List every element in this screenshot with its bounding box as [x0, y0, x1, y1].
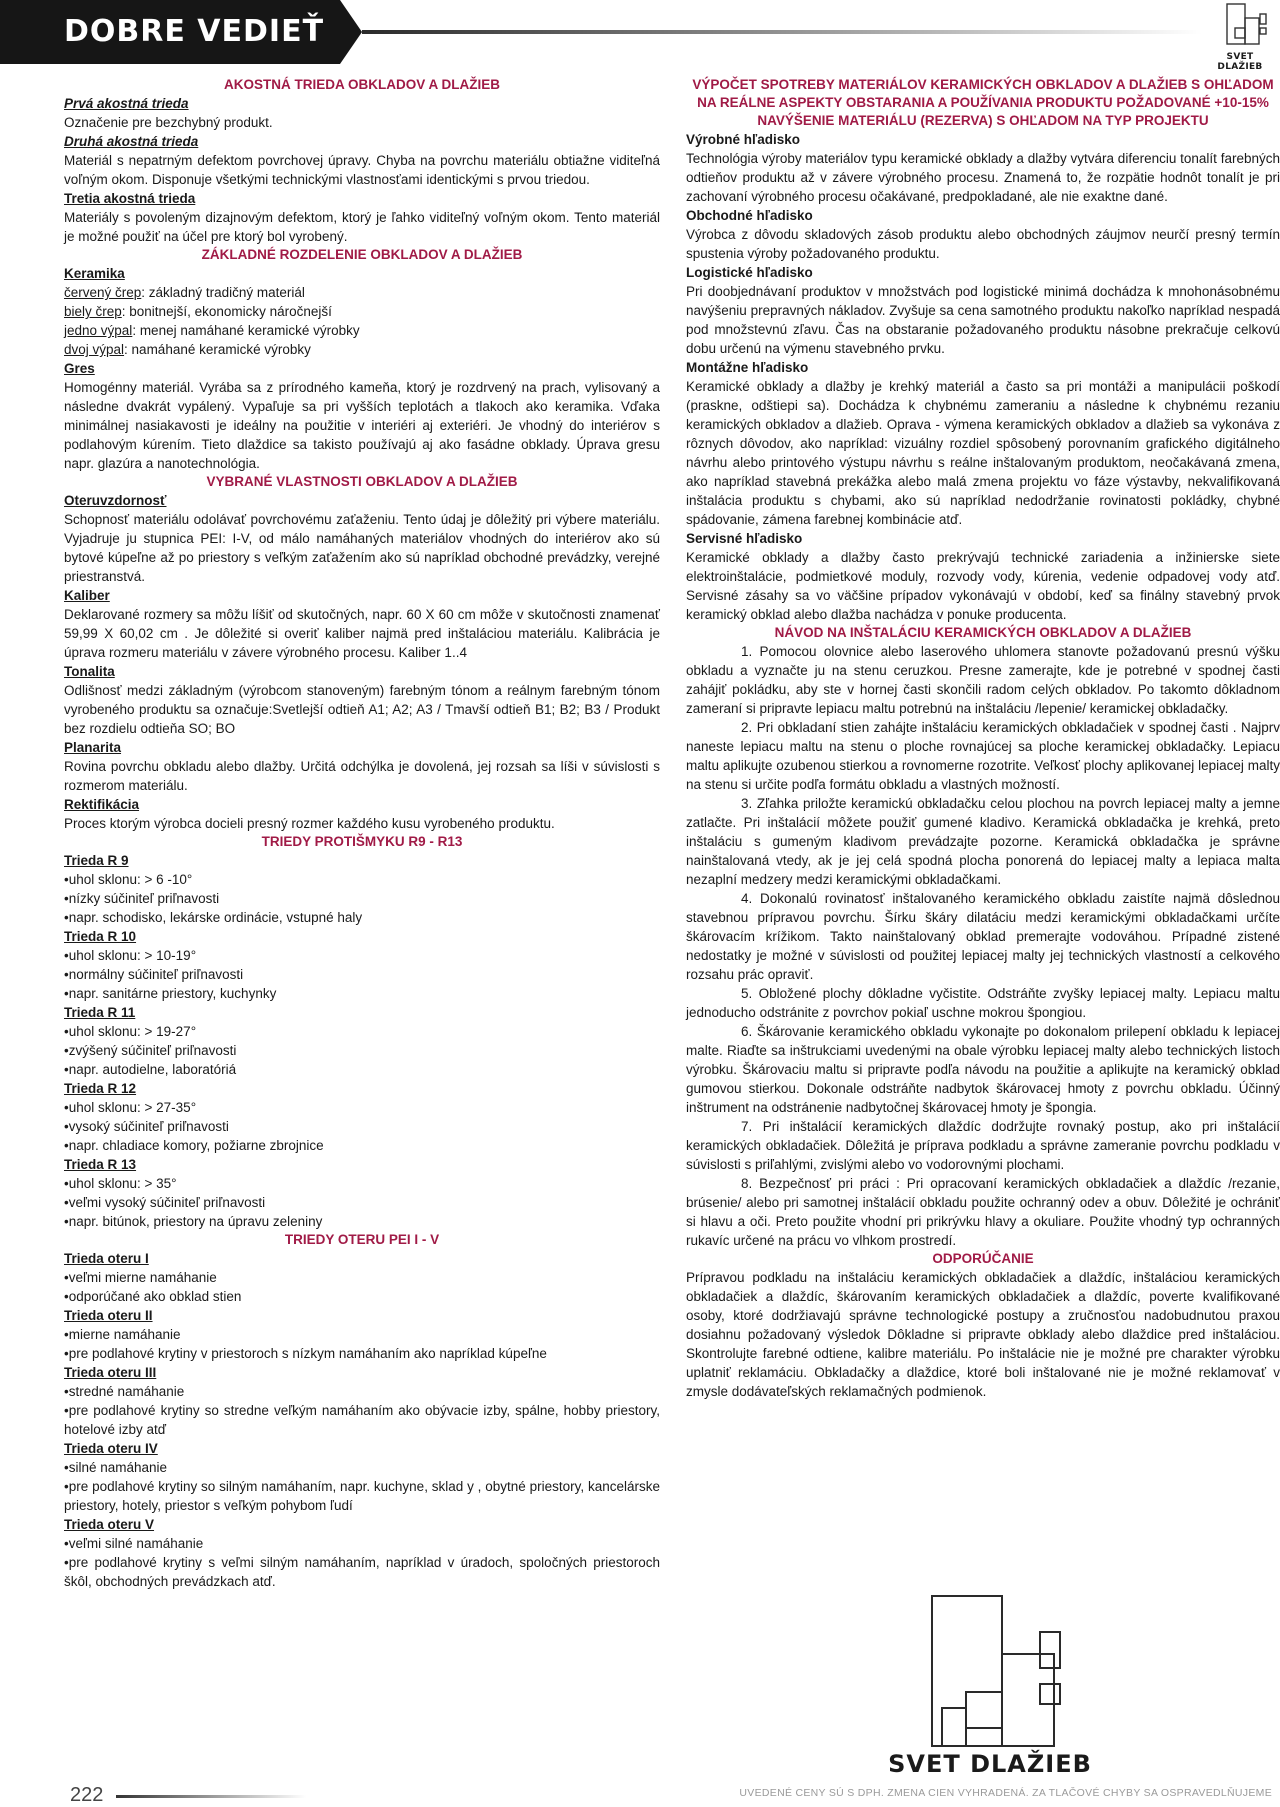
footer-disclaimer: UVEDENÉ CENY SÚ S DPH. ZMENA CIEN VYHRADENÁ. ZA TLAČOVÉ CHYBY SA OSPRAVEDLŇUJEME — [739, 1787, 1272, 1799]
instruction-step: 4. Dokonalú rovinatosť inštalovaného keramického obkladu zaistíte najmä dôslednou stavebnou prípravou povrchu. Šírku škáry dilatáciu medzi keramickými obkladačkami určíte škárovacím krížikom. Takto nainštalovaný obklad premerajte vodováhou. Prípadné zistené nedostatky je možné v súvislosti od použitej lepiacej malty jej technických vlastností a celkového rozsahu prác opraviť. — [686, 891, 1280, 982]
subheading: Kaliber — [64, 588, 110, 603]
subheading: Druhá akostná trieda — [64, 134, 199, 149]
instruction-step: 6. Škárovanie keramického obkladu vykonajte po dokonalom prilepení obkladu k lepiacej malte. Riaďte sa inštrukciami uvedenými na obale výrobku lepiacej malty alebo technických listoch výrobku. Škárovaciu maltu si pripravte podľa návodu na použitie a aplikujte na keramický obklad gumovou stierkou. Dokonale odstráňte nadbytok škárovacej hmoty z povrchu obkladu. Účinný inštrument na odstránenie nadbytočnej škárovacej hmoty je špongia. — [686, 1024, 1280, 1115]
section-title-pei: TRIEDY OTERU PEI I - V — [284, 1232, 440, 1247]
list-item: •pre podlahové krytiny s veľmi silným namáhaním, napríklad v úradoch, spoločných priestoroch škôl, obchodných prevádzkach atď. — [64, 1555, 660, 1589]
definition: : bonitnejší, ekonomicky náročnejší — [121, 304, 332, 319]
subheading: Trieda oteru IV — [64, 1441, 158, 1456]
subheading: Planarita — [64, 740, 122, 755]
list-item: •zvýšený súčiniteľ priľnavosti — [64, 1043, 237, 1058]
term: dvoj výpal — [64, 342, 125, 357]
section-title-akostna: AKOSTNÁ TRIEDA OBKLADOV A DLAŽIEB — [224, 77, 500, 92]
list-item: •mierne namáhanie — [64, 1327, 181, 1342]
paragraph: Schopnosť materiálu odolávať povrchovému zaťaženiu. Tento údaj je dôležitý pri výbere materiálu. Vyjadruje ju stupnica PEI: I-V, od málo namáhaných materiálov vhodných do interiérov ako sú bytové kúpeľne až po priestory s veľkým zaťažením ako sú napríklad obchodné prevádzky, verejné priestranstvá. — [64, 512, 660, 584]
paragraph: Materiál s nepatrným defektom povrchovej úpravy. Chyba na povrchu materiálu obtiažne viditeľná voľným okom. Disponuje všetkými technickými vlastnosťami identickými s prvou triedou. — [64, 153, 660, 187]
subheading: Trieda oteru II — [64, 1308, 153, 1323]
section-title-protismyk: TRIEDY PROTIŠMYKU R9 - R13 — [261, 834, 463, 849]
brand-name-top: SVET DLAŽIEB — [1217, 52, 1263, 72]
subheading: Logistické hľadisko — [686, 265, 813, 280]
right-column — [686, 76, 1280, 1401]
list-item: •odporúčané ako obklad stien — [64, 1289, 242, 1304]
subheading: Rektifikácia — [64, 797, 140, 812]
instruction-step: 5. Obložené plochy dôkladne vyčistite. Odstráňte zvyšky lepiacej malty. Lepiacu maltu jednoducho odstránite z povrchov pokiaľ uschne mokrou špongiou. — [686, 986, 1280, 1020]
list-item: •uhol sklonu: > 19-27° — [64, 1024, 197, 1039]
left-column — [64, 76, 660, 1591]
list-item: •napr. chladiace komory, požiarne zbrojnice — [64, 1138, 324, 1153]
term: jedno výpal — [64, 323, 133, 338]
paragraph: Deklarované rozmery sa môžu líšiť od skutočných, napr. 60 X 60 cm môže v skutočnosti znamenať 59,99 X 60,02 cm . Je dôležité si overiť kaliber najmä pred inštaláciou materiálu. Kalibrácia je úprava rozmeru materiálu v závere výrobného procesu. Kaliber 1..4 — [64, 607, 660, 660]
section-title-vlastnosti: VYBRANÉ VLASTNOSTI OBKLADOV A DLAŽIEB — [206, 474, 518, 489]
paragraph: Pri doobjednávaní produktov v množstvách pod logistické minimá dochádza k mnohonásobnému navýšeniu prepravných nákladov. Zvyšuje sa cena samotného produktu nakoľko napríklad nespadá pod množstevnú zľavu. Čas na obstaranie požadovaného produktu násobne prekračuje celkovú dobu určenú na výmenu stavebného prvku. — [686, 284, 1280, 356]
list-item: •uhol sklonu: > 10-19° — [64, 948, 197, 963]
paragraph: Proces ktorým výrobca docieli presný rozmer každého kusu vyrobeného produktu. — [64, 816, 555, 831]
instruction-step: 8. Bezpečnosť pri práci : Pri opracovaní keramických obkladačiek a dlaždíc /rezanie, brúsenie/ alebo pri samotnej inštalácií obkladu použite ochranný odev a obuv. Dôležité je ochrániť si hlavu a oči. Preto použite vhodní pri prikrývku hlavy a okuliare. Použite vhodný typ ochranných rukavíc určené na prácu vo vlhkom prostredí. — [686, 1176, 1280, 1248]
header-rule — [362, 30, 1202, 34]
list-item: •veľmi vysoký súčiniteľ priľnavosti — [64, 1195, 266, 1210]
section-title-rozdelenie: ZÁKLADNÉ ROZDELENIE OBKLADOV A DLAŽIEB — [201, 247, 523, 262]
paragraph: Materiály s povoleným dizajnovým defektom, ktorý je ľahko viditeľný voľným okom. Tento materiál je možné použiť na účel pre ktorý bol vyrobený. — [64, 210, 660, 244]
list-item: •veľmi mierne namáhanie — [64, 1270, 217, 1285]
list-item: •pre podlahové krytiny v priestoroch s nízkym namáhaním ako napríklad kúpeľne — [64, 1346, 547, 1361]
brand-logo-large-icon — [880, 1592, 1100, 1772]
list-item: •veľmi silné namáhanie — [64, 1536, 204, 1551]
subheading: Trieda R 9 — [64, 853, 129, 868]
list-item: •uhol sklonu: > 27-35° — [64, 1100, 197, 1115]
definition: : menej namáhané keramické výrobky — [132, 323, 360, 338]
instruction-step: 7. Pri inštalácií keramických dlaždíc dodržujte rovnaký postup, ako pri inštalácií keramických obkladačiek. Dôležitá je príprava podkladu a správne zameranie povrchu podkladu v súvislosti s priľahlými, zvislými alebo vo vodorovnými plochami. — [686, 1119, 1280, 1172]
section-title-odporucanie: ODPORÚČANIE — [932, 1251, 1034, 1266]
paragraph: Rovina povrchu obkladu alebo dlažby. Určitá odchýlka je dovolená, jej rozsah sa líši v súvislosti s rozmerom materiálu. — [64, 759, 660, 793]
list-item: •pre podlahové krytiny so silným namáhaním, napr. kuchyne, sklad y , obytné priestory, kancelárske priestory, hotely, priestor s veľkým pohybom ľudí — [64, 1479, 660, 1513]
paragraph: Výrobca z dôvodu skladových zásob produktu alebo obchodných záujmov neurčí presný termín spustenia výroby požadovaného produktu. — [686, 227, 1280, 261]
list-item: •napr. sanitárne priestory, kuchynky — [64, 986, 277, 1001]
subheading: Montážne hľadisko — [686, 360, 809, 375]
subheading: Trieda R 10 — [64, 929, 137, 944]
subheading: Trieda oteru I — [64, 1251, 149, 1266]
subheading: Trieda oteru V — [64, 1517, 155, 1532]
paragraph: Prípravou podkladu na inštaláciu keramických obkladačiek a dlaždíc, inštaláciou keramických obkladačiek a dlaždíc, škárovaním keramických obkladačiek a dlaždíc, poverte kvalifikované osoby, ktoré dodržiavajú správne technologické postupy a zručnosťou nadobudnutou praxou dosiahnu požadovaný výsledok Dôkladne si pripravte obklady alebo dlaždice pred inštaláciou. Skontrolujte farebné odtiene, kalibre materiálu. Po inštalácie nie je možné pre charakter výrobku uplatniť reklamáciu. Obkladačky a dlaždice, ktoré boli inštalované nie je možné reklamovať v zmysle dodávateľských reklamačných podmienok. — [686, 1270, 1280, 1399]
subheading: Trieda R 11 — [64, 1005, 136, 1020]
subheading: Gres — [64, 361, 95, 376]
instruction-step: 1. Pomocou olovnice alebo laserového uhlomera stanovte požadovanú presnú výšku obkladu a vyznačte ju na stenu ceruzkou. Presne zamerajte, kde je potrebné v spodnej časti zahájiť pokládku, aby ste v hornej časti skončili radom celých obkladov. Po takomto dôkladnom zameraní si pripravte lepiacu maltu potrebnú na inštaláciu /lepenie/ keramickej obkladačky. — [686, 644, 1280, 716]
list-item: •pre podlahové krytiny so stredne veľkým namáhaním ako obývacie izby, spálne, hobby priestory, hotelové izby atď — [64, 1403, 660, 1437]
subheading: Trieda R 13 — [64, 1157, 137, 1172]
list-item — [64, 302, 660, 321]
subheading: Servisné hľadisko — [686, 531, 803, 546]
paragraph: Odlišnosť medzi základným (výrobcom stanoveným) farebným tónom a reálnym farebným tónom vyrobeného produktu sa označuje:Svetlejší odtieň A1; A2; A3 / Tmavší odtieň B1; B2; B3 / Produkt bez rozdielu odtieňa SO; BO — [64, 683, 660, 736]
list-item: •uhol sklonu: > 35° — [64, 1176, 177, 1191]
subheading: Tonalita — [64, 664, 115, 679]
list-item: •vysoký súčiniteľ priľnavosti — [64, 1119, 229, 1134]
list-item: •napr. schodisko, lekárske ordinácie, vstupné haly — [64, 910, 363, 925]
list-item: •nízky súčiniteľ priľnavosti — [64, 891, 220, 906]
subheading: Trieda oteru III — [64, 1365, 157, 1380]
definition: : základný tradičný materiál — [141, 285, 305, 300]
brand-name-bottom: SVET DLAŽIEB — [888, 1750, 1092, 1778]
page-number: 222 — [70, 1784, 104, 1806]
list-item — [64, 321, 660, 340]
footer-rule — [116, 1795, 306, 1798]
section-title-navod: NÁVOD NA INŠTALÁCIU KERAMICKÝCH OBKLADOV A DLAŽIEB — [774, 625, 1192, 640]
paragraph: Označenie pre bezchybný produkt. — [64, 115, 273, 130]
term: biely črep — [64, 304, 122, 319]
page-title: DOBRE VEDIEŤ — [64, 14, 325, 49]
paragraph: Technológia výroby materiálov typu keramické obklady a dlažby vytvára diferenciu tonalít farebných odtieňov produktu až v závere výrobného procesu. Znamená to, že rozpätie hodnôt tonalít je pri zachovaní výrobného procesu očakávané, predpokladané, ale nie exaktne dané. — [686, 151, 1280, 204]
list-item — [64, 283, 660, 302]
list-item: •normálny súčiniteľ priľnavosti — [64, 967, 244, 982]
instruction-step: 2. Pri obkladaní stien zahájte inštaláciu keramických obkladačiek v spodnej časti . Najprv naneste lepiacu maltu na stenu o ploche rovnajúcej sa ploche keramickej obkladačky. Lepiacu maltu aplikujte ozubenou stierkou a rovnomerne rozotrite. Veľkosť plochy aplikovanej lepiacej malty na stenu si určite podľa formátu obkladu a vlastných možností. — [686, 720, 1280, 792]
list-item: •napr. autodielne, laboratóriá — [64, 1062, 237, 1077]
subheading: Výrobné hľadisko — [686, 132, 800, 147]
subheading: Oteruvzdornosť — [64, 493, 167, 508]
term: červený črep — [64, 285, 142, 300]
list-item — [64, 340, 660, 359]
subheading: Keramika — [64, 266, 125, 281]
subheading: Prvá akostná trieda — [64, 96, 189, 111]
instruction-step: 3. Zľahka priložte keramickú obkladačku celou plochou na povrch lepiacej malty a jemne zatlačte. Pri inštalácií môžete použiť gumené kladivo. Keramická obkladačka je krehká, preto inštaláciu s gumeným kladivom prevádzajte pozorne. Keramická obkladačka je správne nainštalovaná vtedy, ak je jej celá spodná plocha ponorená do lepiacej malty a lepiaca malta nezaplní medzery medzi keramickými obkladačkami. — [686, 796, 1280, 887]
subheading: Obchodné hľadisko — [686, 208, 813, 223]
subheading: Trieda R 12 — [64, 1081, 137, 1096]
paragraph: Homogénny materiál. Vyrába sa z prírodného kameňa, ktorý je rozdrvený na prach, vylisovaný a následne dvakrát vypálený. Vypaľuje sa pri vyšších teplotách a tlakoch ako keramika. Vďaka minimálnej nasiakavosti je ideálny na použitie v interiéri aj exteriéri. Je vhodný do interiérov s podlahovým kúrením. Tieto dlaždice sa takisto používajú aj ako fasádne obklady. Úprava gresu napr. glazúra a nanotechnológia. — [64, 380, 660, 471]
paragraph: Keramické obklady a dlažby často prekrývajú technické zariadenia a inžinierske siete elektroinštalácie, podmietkové moduly, rozvody vody, kúrenia, vedenie odpadovej vody atď. Servisné zásahy sa vo väčšine prípadov vykonávajú v období, keď sa finálny stavebný prvok keramický obklad alebo dlažba nachádza v ponuke producenta. — [686, 550, 1280, 622]
list-item: •stredné namáhanie — [64, 1384, 185, 1399]
list-item: •silné namáhanie — [64, 1460, 168, 1475]
list-item: •uhol sklonu: > 6 -10° — [64, 872, 193, 887]
definition: : namáhané keramické výrobky — [124, 342, 311, 357]
list-item: •napr. bitúnok, priestory na úpravu zeleniny — [64, 1214, 323, 1229]
section-title-vypocet: VÝPOČET SPOTREBY MATERIÁLOV KERAMICKÝCH OBKLADOV A DLAŽIEB S OHĽADOM NA REÁLNE ASPEKTY OBSTARANIA A POUŽÍVANIA PRODUKTU POŽADOVANÉ +10-15% NAVÝŠENIE MATERIÁLU (REZERVA) S OHĽADOM NA TYP PROJEKTU — [692, 77, 1274, 128]
subheading: Tretia akostná trieda — [64, 191, 196, 206]
paragraph: Keramické obklady a dlažby je krehký materiál a často sa pri montáži a manipulácii poškodí (praskne, odštiepi sa). Dochádza k chybnému zameraniu a následne k chybnému rezaniu keramických obkladov a dlažieb. Oprava - výmena keramických obkladov a dlažieb sa vykonáva z rôznych dôvodov, ako napríklad: vizuálny rozdiel spôsobený porovnaním grafického digitálneho návrhu alebo printového výstupu návrhu s reálne inštalovaným produktom, neočakávaná zmena, ako napríklad stavebná prekážka alebo malá zmena projektu vo fáze výstavby, nekvalifikovaná inštalácia produktu s chybami, ako sú napríklad nedodržanie rovinatosti pokládky, chybné spádovanie, zámena farebnej kombinácie atď. — [686, 379, 1280, 527]
